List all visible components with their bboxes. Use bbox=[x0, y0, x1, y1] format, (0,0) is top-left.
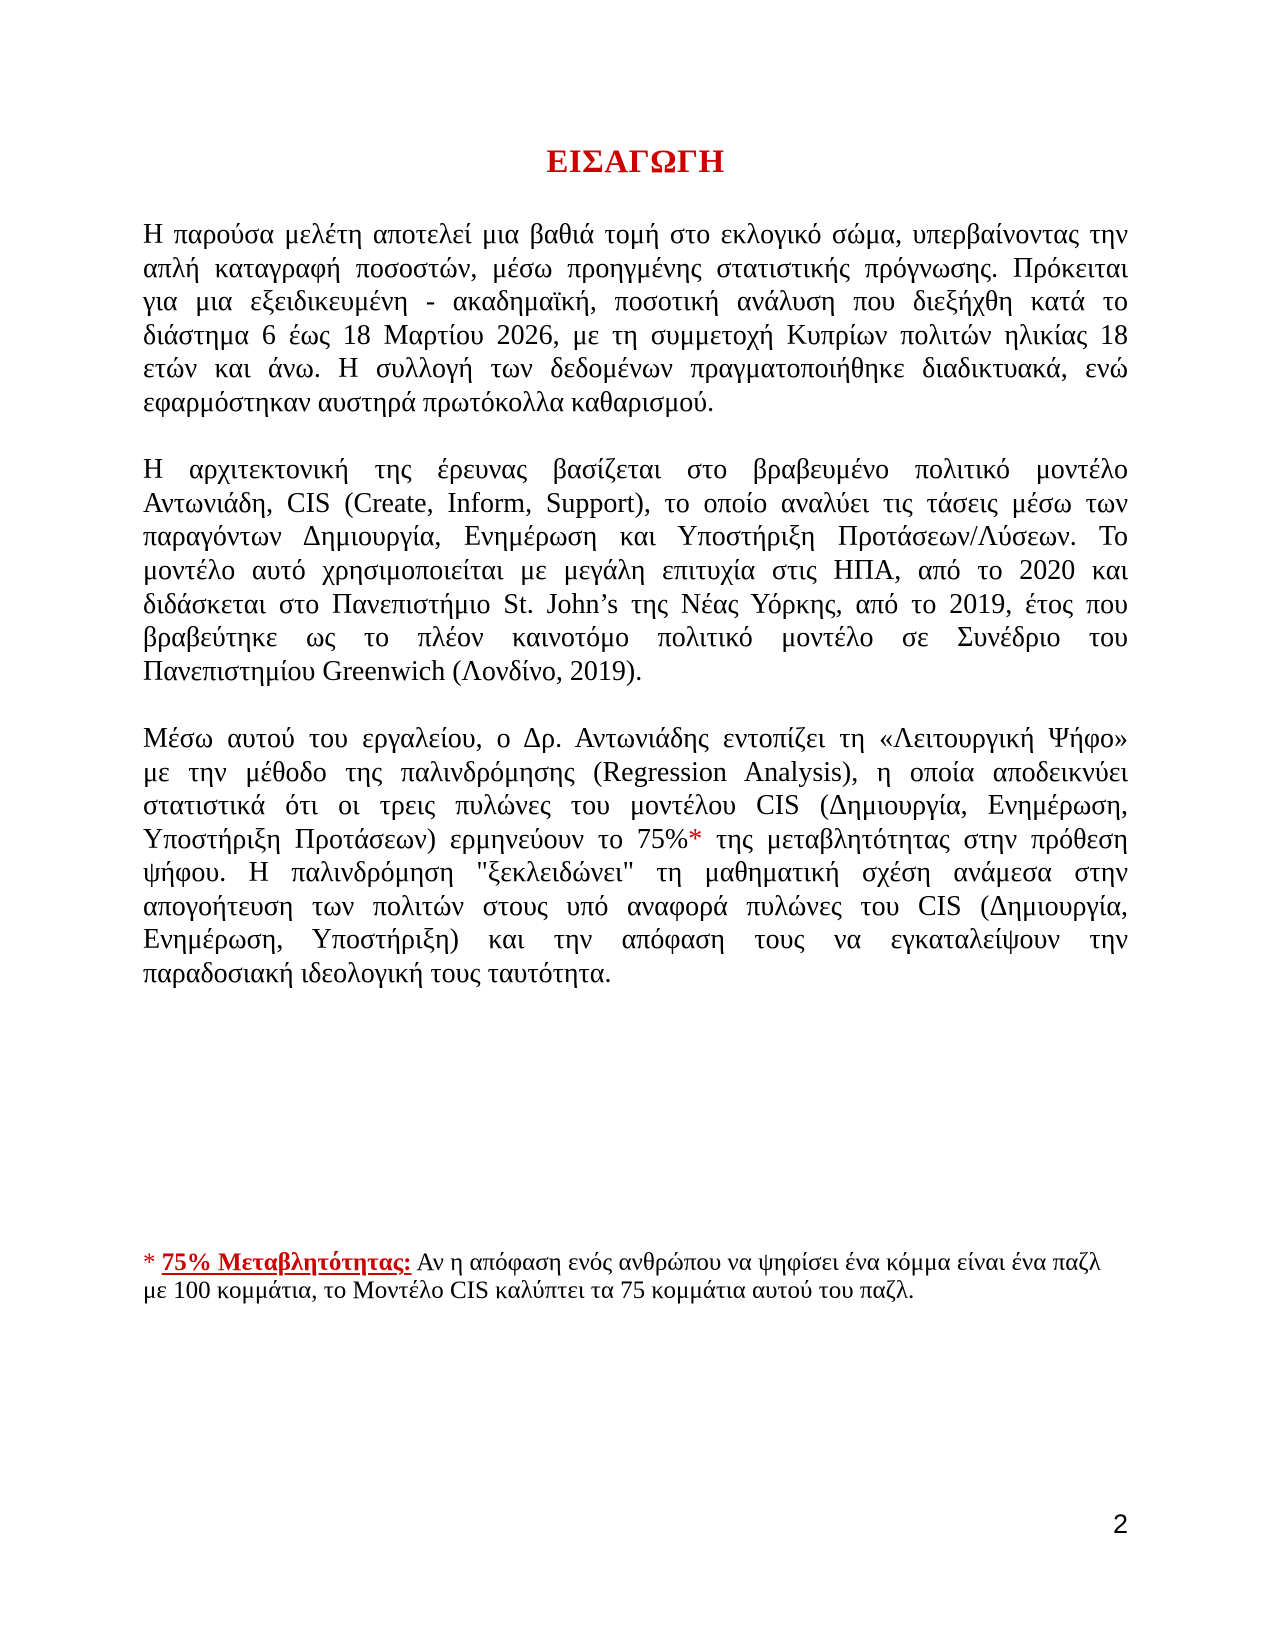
body-text bbox=[143, 218, 1128, 991]
page-number: 2 bbox=[1112, 1509, 1128, 1539]
text-line bbox=[143, 352, 1128, 386]
text-line bbox=[143, 588, 1128, 622]
text-line bbox=[143, 823, 1128, 857]
text-segment-red: * bbox=[688, 823, 703, 855]
text-line bbox=[143, 319, 1128, 353]
text-segment: Αντωνιάδη, CIS (Create, Inform, Support), το οποίο αναλύει τις τάσεις μέσω των bbox=[143, 487, 1128, 519]
text-line bbox=[143, 520, 1128, 554]
text-segment-red: * bbox=[143, 1249, 162, 1276]
text-segment: στατιστικά ότι οι τρεις πυλώνες του μοντέλου CIS (Δημιουργία, Ενημέρωση, bbox=[143, 790, 1128, 822]
text-segment: απογοήτευση των πολιτών στους υπό αναφορά πυλώνες του CIS (Δημιουργία, bbox=[143, 890, 1128, 922]
text-segment: Ενημέρωση, Υποστήριξη) και την απόφαση τους να εγκαταλείψουν την bbox=[143, 924, 1128, 956]
text-segment: διδάσκεται στο Πανεπιστήμιο St. John’s της Νέας Υόρκης, από το 2019, έτος που bbox=[143, 588, 1128, 620]
text-line bbox=[143, 655, 1128, 689]
paragraph bbox=[143, 453, 1128, 688]
text-line bbox=[143, 386, 1128, 420]
text-segment: Πανεπιστημίου Greenwich (Λονδίνο, 2019). bbox=[143, 655, 643, 687]
text-segment: Η αρχιτεκτονική της έρευνας βασίζεται στο βραβευμένο πολιτικό μοντέλο bbox=[143, 454, 1128, 486]
text-segment: για μια εξειδικευμένη - ακαδημαϊκή, ποσοτική ανάλυση που διεξήχθη κατά το bbox=[143, 286, 1128, 318]
text-line bbox=[143, 957, 1128, 991]
page-title: ΕΙΣΑΓΩΓΗ bbox=[546, 144, 725, 180]
text-segment: ετών και άνω. Η συλλογή των δεδομένων πραγματοποιήθηκε διαδικτυακά, ενώ bbox=[143, 353, 1128, 385]
text-line bbox=[143, 1277, 1128, 1305]
text-line bbox=[143, 487, 1128, 521]
paragraph bbox=[143, 722, 1128, 991]
text-segment: μοντέλο αυτό χρησιμοποιείται με μεγάλη επιτυχία στις ΗΠΑ, από το 2020 και bbox=[143, 554, 1128, 586]
text-line bbox=[143, 890, 1128, 924]
text-segment: Αν η απόφαση ενός ανθρώπου να ψηφίσει ένα κόμμα είναι ένα παζλ bbox=[411, 1249, 1101, 1276]
text-line bbox=[143, 756, 1128, 790]
text-segment: παραδοσιακή ιδεολογική τους ταυτότητα. bbox=[143, 958, 612, 990]
text-line bbox=[143, 554, 1128, 588]
text-line bbox=[143, 621, 1128, 655]
text-segment: Υποστήριξη Προτάσεων) ερμηνεύουν το 75% bbox=[143, 823, 689, 855]
text-line bbox=[143, 1249, 1128, 1277]
text-segment: της μεταβλητότητας στην πρόθεση bbox=[702, 823, 1128, 855]
text-segment: Μέσω αυτού του εργαλείου, ο Δρ. Αντωνιάδης εντοπίζει τη «Λειτουργική Ψήφο» bbox=[143, 722, 1128, 754]
text-segment-red-bold-underline: 75% Μεταβλητότητας: bbox=[161, 1249, 412, 1276]
paragraph bbox=[143, 218, 1128, 420]
text-segment: απλή καταγραφή ποσοστών, μέσω προηγμένης στατιστικής πρόγνωσης. Πρόκειται bbox=[143, 252, 1128, 284]
text-line bbox=[143, 285, 1128, 319]
text-line bbox=[143, 789, 1128, 823]
text-segment: διάστημα 6 έως 18 Μαρτίου 2026, με τη συμμετοχή Κυπρίων πολιτών ηλικίας 18 bbox=[143, 319, 1128, 351]
text-segment: Η παρούσα μελέτη αποτελεί μια βαθιά τομή στο εκλογικό σώμα, υπερβαίνοντας την bbox=[143, 219, 1128, 250]
text-line bbox=[143, 722, 1128, 756]
text-segment: με την μέθοδο της παλινδρόμησης (Regression Analysis), η οποία αποδεικνύει bbox=[143, 756, 1128, 788]
text-segment: βραβεύτηκε ως το πλέον καινοτόμο πολιτικό μοντέλο σε Συνέδριο του bbox=[143, 622, 1128, 654]
text-line bbox=[143, 252, 1128, 286]
text-segment: παραγόντων Δημιουργία, Ενημέρωση και Υποστήριξη Προτάσεων/Λύσεων. Το bbox=[143, 521, 1128, 553]
text-line bbox=[143, 923, 1128, 957]
text-line bbox=[143, 453, 1128, 487]
text-line bbox=[143, 856, 1128, 890]
footnote bbox=[143, 1249, 1128, 1304]
text-segment: με 100 κομμάτια, το Μοντέλο CIS καλύπτει τα 75 κομμάτια αυτού του παζλ. bbox=[143, 1276, 915, 1304]
text-segment: εφαρμόστηκαν αυστηρά πρωτόκολλα καθαρισμού. bbox=[143, 386, 715, 418]
text-segment: ψήφου. Η παλινδρόμηση "ξεκλειδώνει" τη μαθηματική σχέση ανάμεσα στην bbox=[143, 857, 1128, 889]
text-line bbox=[143, 218, 1128, 252]
